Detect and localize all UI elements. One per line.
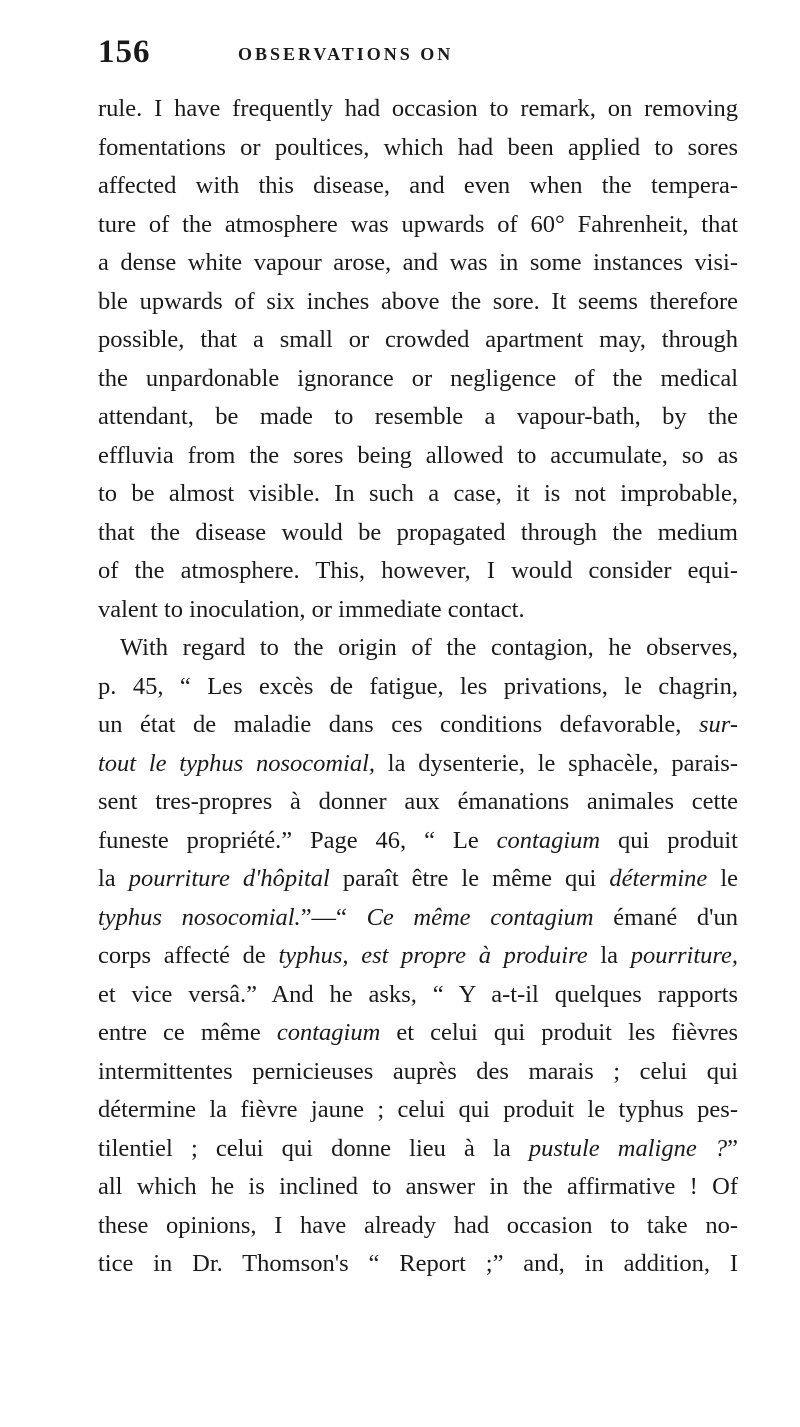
text-run: qui produit (618, 826, 738, 854)
paragraph-end-line: valent to inoculation, or immediate contact. (98, 595, 525, 623)
italic-run: pustule maligne ? (528, 1134, 728, 1162)
text-line (98, 822, 738, 861)
italic-run: tout le typhus nosocomial, (98, 749, 376, 777)
text-line: p. 45, “ Les excès de fatigue, les privations, le chagrin, (98, 672, 738, 700)
italic-run: typhus, est propre à produire (278, 942, 588, 969)
text-run: la (98, 865, 116, 892)
text-line (98, 937, 738, 976)
page-number: 156 (98, 34, 151, 70)
text-run: un état de maladie dans ces conditions defavorable, (98, 711, 682, 738)
text-line: to be almost visible. In such a case, it is not improbable, (98, 480, 738, 507)
text-line: intermittentes pernicieuses auprès des marais ; celui qui (98, 1057, 738, 1085)
text-line: rule. I have frequently had occasion to remark, on removing (98, 95, 738, 122)
italic-run: typhus nosocomial. (98, 903, 301, 931)
text-line (98, 860, 738, 899)
text-run: paraît être le même qui (342, 865, 597, 892)
text-line: possible, that a small or crowded apartment may, through (98, 326, 738, 353)
text-line: sent tres-propres à donner aux émanations animales cette (98, 788, 738, 815)
text-line: the unpardonable ignorance or negligence of the medical (98, 364, 738, 392)
text-line: a dense white vapour arose, and was in some instances visi- (98, 249, 738, 276)
text-run: corps affecté de (98, 942, 266, 969)
text-line (98, 745, 738, 784)
text-line: these opinions, I have already had occasion to take no- (98, 1211, 738, 1239)
running-title: OBSERVATIONS ON (238, 44, 454, 64)
text-run: émané d'un (613, 903, 738, 931)
text-line: tice in Dr. Thomson's “ Report ;” and, in addition, I (98, 1250, 738, 1277)
text-run: la (600, 942, 618, 969)
italic-run: détermine (609, 865, 708, 892)
text-line: all which he is inclined to answer in the affirmative ! Of (98, 1173, 738, 1200)
text-line: attendant, be made to resemble a vapour-bath, by the (98, 403, 738, 430)
text-line (98, 706, 738, 745)
text-run: et celui qui produit les fièvres (396, 1019, 739, 1046)
italic-run: pourriture d'hôpital (128, 865, 330, 892)
text-line (98, 899, 738, 938)
paragraph-start-line: With regard to the origin of the contagion, he observes, (120, 634, 738, 661)
text-line: effluvia from the sores being allowed to accumulate, so as (98, 441, 738, 469)
text-line: of the atmosphere. This, however, I would consider equi- (98, 557, 738, 584)
text-run: ” (727, 1134, 739, 1162)
text-run: tilentiel ; celui qui donne lieu à la (98, 1134, 511, 1162)
text-line (98, 1014, 738, 1053)
text-line (98, 1130, 738, 1169)
text-run: le (720, 865, 739, 892)
text-line: détermine la fièvre jaune ; celui qui produit le typhus pes- (98, 1096, 738, 1123)
italic-run: contagium (276, 1019, 381, 1046)
body-text (98, 90, 738, 1284)
text-line: that the disease would be propagated through the medium (98, 518, 738, 546)
italic-run: Ce même contagium (366, 903, 594, 931)
text-run: entre ce même (98, 1019, 261, 1046)
text-line: affected with this disease, and even when the tempera- (98, 172, 738, 199)
text-run: ”—“ (300, 903, 347, 931)
italic-run: contagium (496, 826, 601, 854)
text-line: et vice versâ.” And he asks, “ Y a-t-il quelques rapports (98, 980, 738, 1008)
italic-run: pourriture, (630, 942, 739, 969)
text-run: la dysenterie, le sphacèle, parais- (387, 749, 738, 777)
text-line: ture of the atmosphere was upwards of 60° Fahrenheit, that (98, 210, 738, 238)
text-line: fomentations or poultices, which had been applied to sores (98, 133, 738, 161)
text-line: ble upwards of six inches above the sore. It seems therefore (98, 287, 738, 315)
running-head (98, 34, 738, 74)
italic-run: sur- (699, 711, 738, 738)
text-run: funeste propriété.” Page 46, “ Le (98, 826, 479, 854)
